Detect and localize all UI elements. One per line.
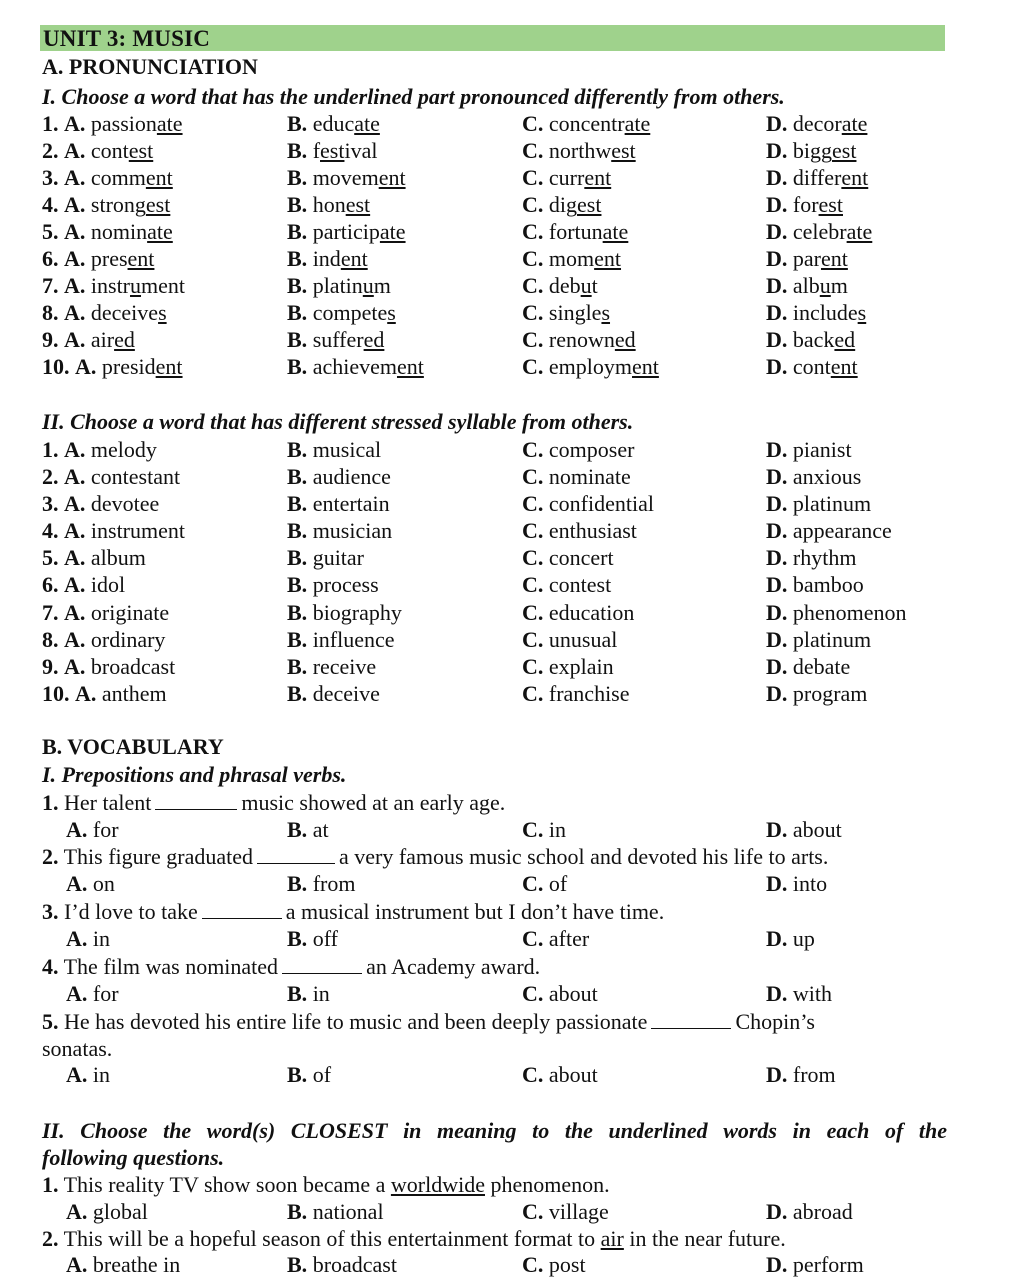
underlined-part: ent <box>340 246 368 271</box>
option-d: D. platinum <box>766 491 872 516</box>
b1-question-5-cont: sonatas. <box>42 1036 113 1061</box>
underlined-part: ate <box>841 111 868 136</box>
pronunciation-row <box>0 110 1024 137</box>
b1-question-2: 2. This figure graduated a very famous music school and devoted his life to arts. <box>42 844 829 869</box>
b1-question-5: 5. He has devoted his entire life to music and been deeply passionate Chopin’s <box>42 1009 815 1034</box>
option-d: D. album <box>766 273 848 298</box>
option-c: C. nominate <box>522 464 631 489</box>
option-d: D. debate <box>766 654 851 679</box>
b1-q1-options: A. for B. at C. in D. about <box>66 817 842 842</box>
option-d: D. content <box>766 354 858 379</box>
option-b: B. audience <box>287 464 391 489</box>
option-a: 9. A. broadcast <box>42 654 176 679</box>
part-b2-instruction-cont: following questions. <box>42 1145 225 1170</box>
stress-row <box>0 680 1024 707</box>
option-a: 5. A. album <box>42 545 146 570</box>
pronunciation-row <box>0 245 1024 272</box>
option-c: C. fortunate <box>522 219 629 244</box>
option-b: B. influence <box>287 627 395 652</box>
underlined-part: ate <box>624 111 651 136</box>
option-a: 6. A. idol <box>42 572 126 597</box>
option-a: 2. A. contestant <box>42 464 181 489</box>
pronunciation-row <box>0 299 1024 326</box>
option-c: C. composer <box>522 437 635 462</box>
underlined-part: ent <box>830 354 858 379</box>
unit-title: UNIT 3: MUSIC <box>43 26 211 51</box>
underlined-part: ent <box>820 246 848 271</box>
option-d: D. appearance <box>766 518 892 543</box>
option-b: B. receive <box>287 654 377 679</box>
option-b: B. indent <box>287 246 368 271</box>
b2-question-2: 2. This will be a hopeful season of this entertainment format to air in the near future. <box>42 1226 786 1251</box>
option-d: D. parent <box>766 246 848 271</box>
option-c: C. education <box>522 600 635 625</box>
option-b: B. suffered <box>287 327 385 352</box>
pronunciation-row <box>0 164 1024 191</box>
underlined-part: est <box>611 138 636 163</box>
option-d: D. program <box>766 681 868 706</box>
option-c: C. explain <box>522 654 614 679</box>
option-a: 3. A. comment <box>42 165 173 190</box>
option-c: C. moment <box>522 246 622 271</box>
option-d: D. celebrate <box>766 219 873 244</box>
b1-question-4: 4. The film was nominated an Academy award. <box>42 954 541 979</box>
b1-question-1: 1. Her talent music showed at an early age. <box>42 790 506 815</box>
pronunciation-row <box>0 218 1024 245</box>
underlined-part: est <box>345 192 371 217</box>
option-c: C. northwest <box>522 138 636 163</box>
pronunciation-row <box>0 353 1024 380</box>
underlined-part: ent <box>396 354 424 379</box>
option-a: 10. A. president <box>42 354 183 379</box>
option-b: B. competes <box>287 300 396 325</box>
underlined-part: ate <box>354 111 380 136</box>
stress-row <box>0 517 1024 544</box>
option-c: C. franchise <box>522 681 630 706</box>
answer-blank[interactable] <box>202 900 282 919</box>
option-b: B. guitar <box>287 545 365 570</box>
underlined-part: s <box>601 300 611 325</box>
option-a: 9. A. aired <box>42 327 135 352</box>
option-d: D. rhythm <box>766 545 857 570</box>
underlined-part: ent <box>127 246 155 271</box>
option-b: B. musical <box>287 437 382 462</box>
section-a-heading: A. PRONUNCIATION <box>42 54 258 79</box>
stress-row <box>0 626 1024 653</box>
underlined-part: ed <box>114 327 135 352</box>
option-c: C. enthusiast <box>522 518 637 543</box>
option-d: D. phenomenon <box>766 600 907 625</box>
option-c: C. confidential <box>522 491 654 516</box>
underlined-part: u <box>130 273 142 298</box>
b2-q2-options: A. breathe in B. broadcast C. post D. perform <box>66 1252 864 1277</box>
underlined-part: ent <box>632 354 659 379</box>
pronunciation-row <box>0 326 1024 353</box>
option-a: 5. A. nominate <box>42 219 173 244</box>
underlined-part: ent <box>584 165 612 190</box>
option-a: 4. A. strongest <box>42 192 171 217</box>
underlined-part: est <box>145 192 171 217</box>
option-d: D. includes <box>766 300 867 325</box>
stress-row <box>0 571 1024 598</box>
part-b1-instruction: I. Prepositions and phrasal verbs. <box>42 762 347 787</box>
b1-q4-options: A. for B. in C. about D. with <box>66 981 833 1006</box>
option-a: 7. A. instrument <box>42 273 186 298</box>
b2-question-1: 1. This reality TV show soon became a worldwide phenomenon. <box>42 1172 610 1197</box>
underlined-part: ent <box>155 354 183 379</box>
option-d: D. platinum <box>766 627 872 652</box>
option-b: B. movement <box>287 165 406 190</box>
underlined-part: s <box>158 300 167 325</box>
option-c: C. contest <box>522 572 612 597</box>
underlined-part: s <box>387 300 396 325</box>
underlined-part: ent <box>594 246 622 271</box>
underlined-part: ed <box>834 327 856 352</box>
option-b: B. festival <box>287 138 378 163</box>
underlined-part: ent <box>841 165 869 190</box>
underlined-part: u <box>362 273 374 298</box>
option-c: C. singles <box>522 300 611 325</box>
pronunciation-row <box>0 272 1024 299</box>
option-c: C. digest <box>522 192 602 217</box>
option-c: C. concert <box>522 545 614 570</box>
answer-blank[interactable] <box>651 1010 731 1029</box>
option-a: 3. A. devotee <box>42 491 160 516</box>
underlined-part: est <box>818 192 843 217</box>
pronunciation-row <box>0 137 1024 164</box>
underlined-part: est <box>128 138 154 163</box>
underlined-part: ed <box>363 327 385 352</box>
answer-blank[interactable] <box>282 955 362 974</box>
option-d: D. biggest <box>766 138 857 163</box>
option-a: 4. A. instrument <box>42 518 185 543</box>
underlined-part: u <box>819 273 831 298</box>
part-a2-instruction: II. Choose a word that has different stressed syllable from others. <box>42 409 634 434</box>
underlined-part: ent <box>378 165 406 190</box>
option-b: B. educate <box>287 111 380 136</box>
part-a1-instruction: I. Choose a word that has the underlined part pronounced differently from others. <box>42 84 785 109</box>
option-c: C. unusual <box>522 627 618 652</box>
b1-q5-options: A. in B. of C. about D. from <box>66 1062 836 1087</box>
answer-blank[interactable] <box>155 791 237 810</box>
option-b: B. deceive <box>287 681 380 706</box>
underlined-part: est <box>577 192 602 217</box>
unit-title-bar <box>40 25 945 51</box>
option-b: B. biography <box>287 600 402 625</box>
option-d: D. decorate <box>766 111 868 136</box>
stress-row <box>0 653 1024 680</box>
underlined-part: ate <box>156 111 183 136</box>
answer-blank[interactable] <box>257 845 335 864</box>
option-d: D. forest <box>766 192 843 217</box>
b1-q2-options: A. on B. from C. of D. into <box>66 871 828 896</box>
stress-row <box>0 599 1024 626</box>
option-b: B. achievement <box>287 354 424 379</box>
part-b2-instruction: II. Choose the word(s) CLOSEST in meaning to the underlined words in each of the <box>42 1118 947 1143</box>
option-b: B. honest <box>287 192 371 217</box>
option-a: 1. A. melody <box>42 437 157 462</box>
underlined-part: est <box>832 138 857 163</box>
option-a: 8. A. deceives <box>42 300 167 325</box>
option-a: 2. A. contest <box>42 138 154 163</box>
option-a: 1. A. passionate <box>42 111 183 136</box>
underlined-part: ate <box>846 219 873 244</box>
option-b: B. participate <box>287 219 406 244</box>
option-d: D. different <box>766 165 869 190</box>
option-d: D. anxious <box>766 464 862 489</box>
underlined-part: ent <box>145 165 173 190</box>
option-a: 6. A. present <box>42 246 155 271</box>
underlined-part: est <box>320 138 345 163</box>
option-c: C. debut <box>522 273 598 298</box>
option-c: C. employment <box>522 354 659 379</box>
stress-row <box>0 436 1024 463</box>
underlined-part: ate <box>602 219 629 244</box>
pronunciation-row <box>0 191 1024 218</box>
option-a: 7. A. originate <box>42 600 170 625</box>
option-b: B. entertain <box>287 491 390 516</box>
option-a: 8. A. ordinary <box>42 627 166 652</box>
underlined-part: u <box>580 273 592 298</box>
option-d: D. backed <box>766 327 856 352</box>
option-d: D. bamboo <box>766 572 864 597</box>
option-b: B. platinum <box>287 273 391 298</box>
underlined-part: ed <box>614 327 636 352</box>
b2-q1-options: A. global B. national C. village D. abroad <box>66 1199 853 1224</box>
stress-row <box>0 463 1024 490</box>
underlined-part: ate <box>379 219 406 244</box>
option-d: D. pianist <box>766 437 852 462</box>
option-a: 10. A. anthem <box>42 681 167 706</box>
option-c: C. current <box>522 165 612 190</box>
stress-row <box>0 490 1024 517</box>
stress-row <box>0 544 1024 571</box>
underlined-part: s <box>857 300 867 325</box>
underlined-part: ate <box>147 219 173 244</box>
option-c: C. renowned <box>522 327 636 352</box>
b1-q3-options: A. in B. off C. after D. up <box>66 926 815 951</box>
b1-question-3: 3. I’d love to take a musical instrument but I don’t have time. <box>42 899 665 924</box>
option-b: B. musician <box>287 518 393 543</box>
option-b: B. process <box>287 572 379 597</box>
section-b-heading: B. VOCABULARY <box>42 734 224 759</box>
option-c: C. concentrate <box>522 111 651 136</box>
